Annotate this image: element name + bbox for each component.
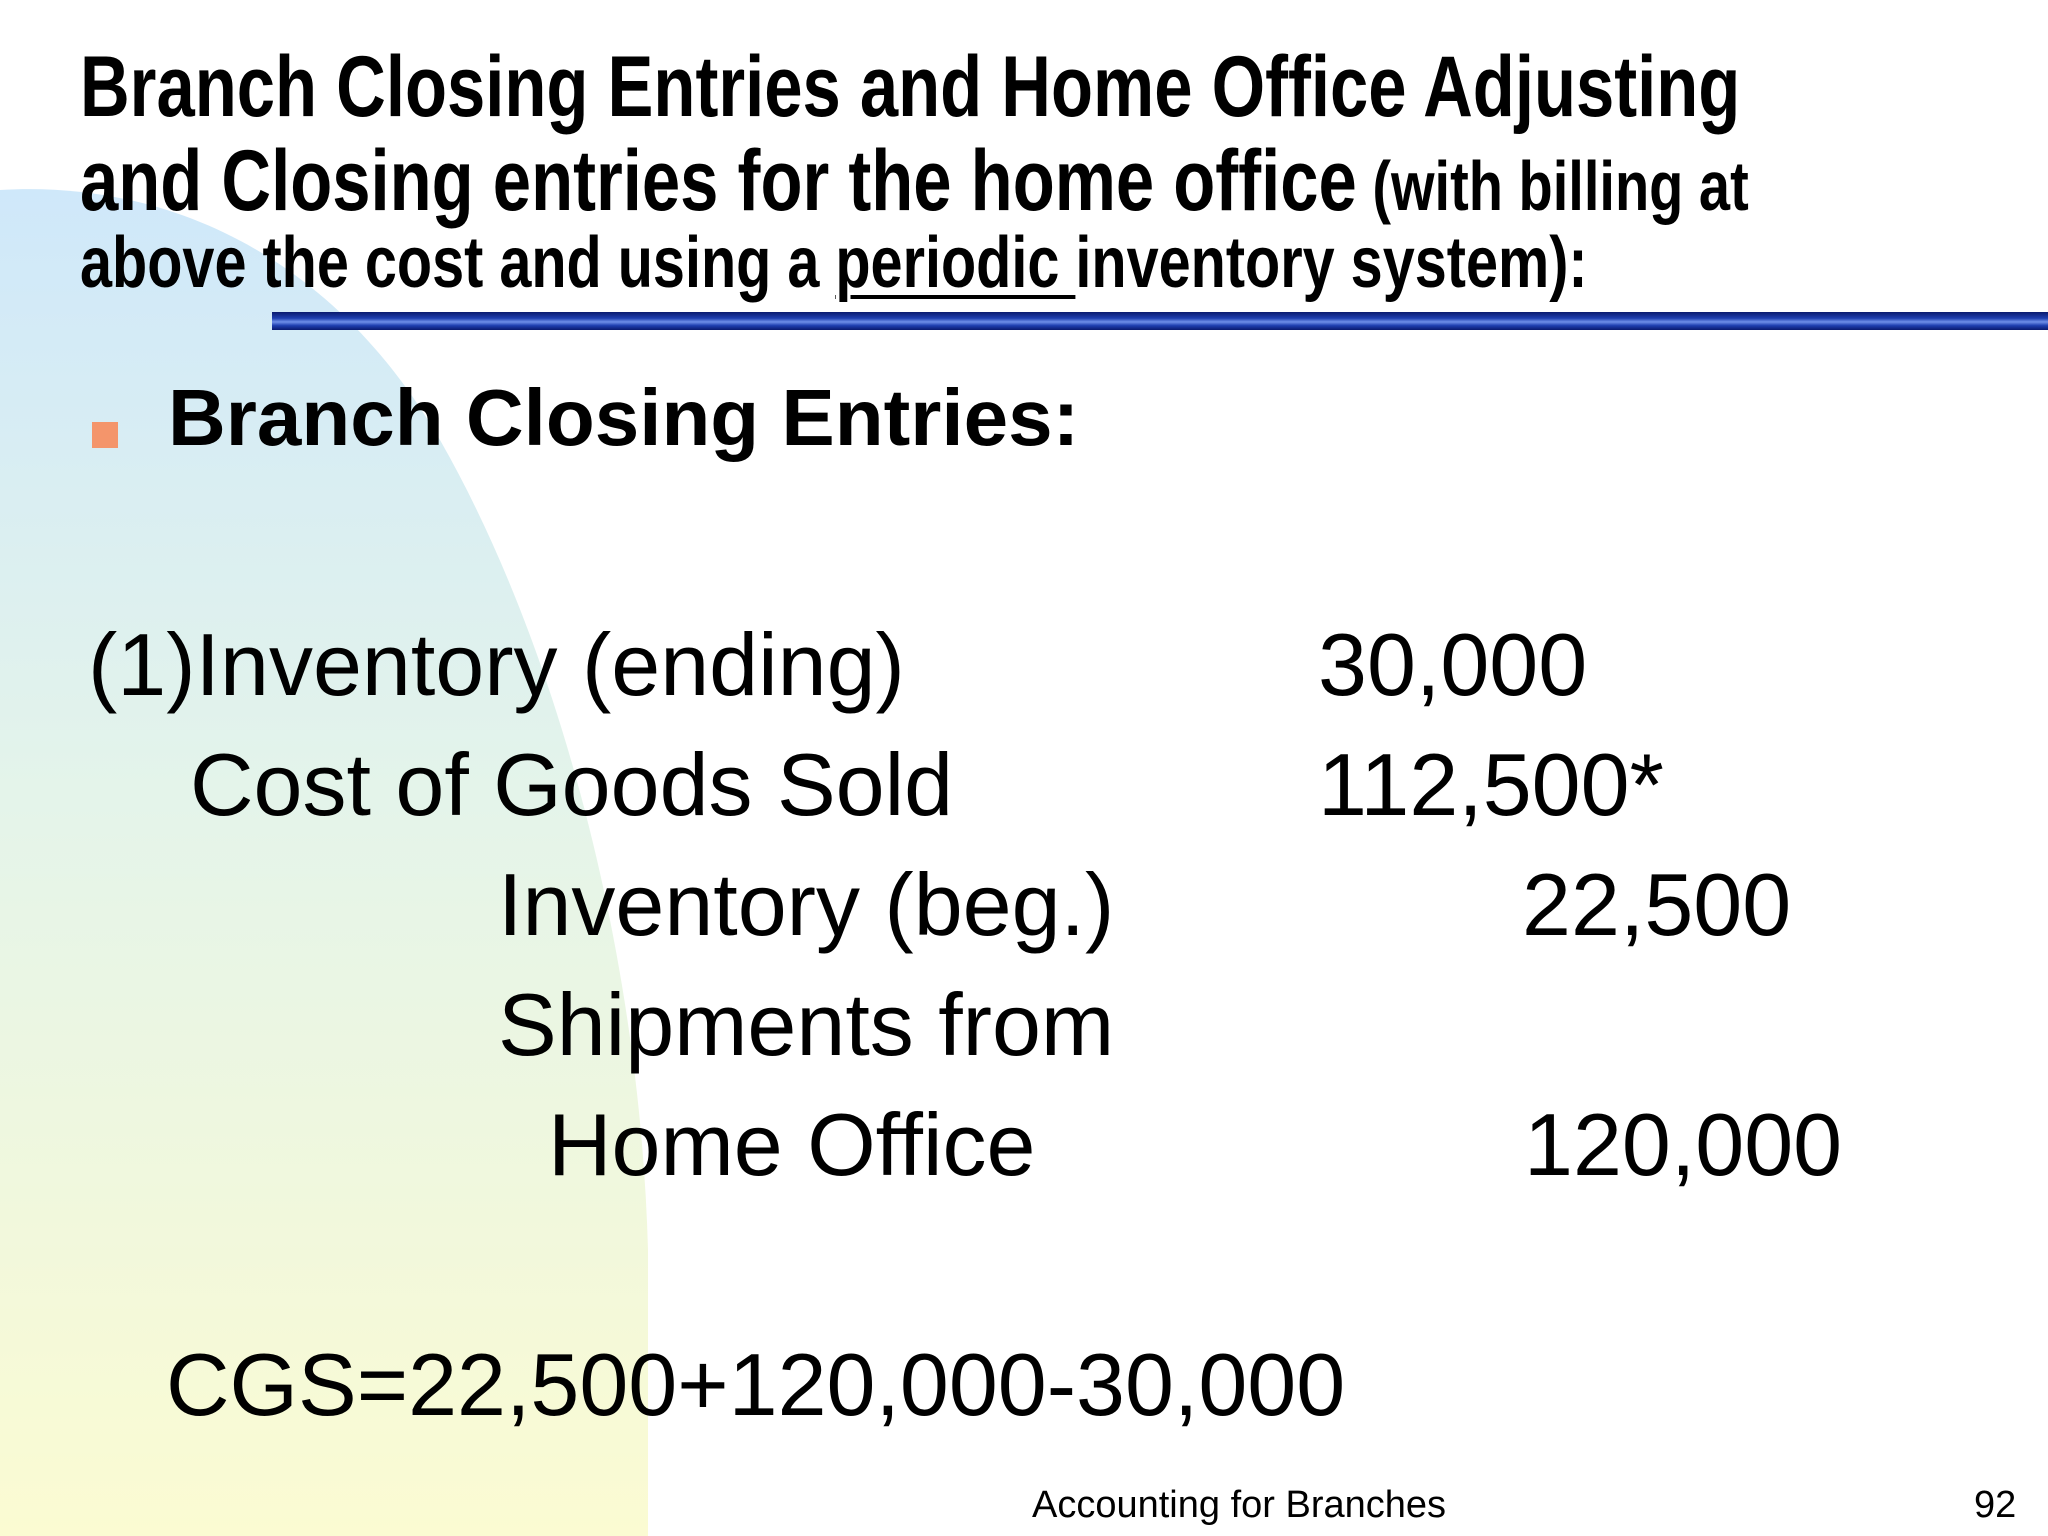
entry-row2-label: Cost of Goods Sold <box>190 735 954 834</box>
title-underlined-word: periodic <box>835 223 1076 303</box>
footer-text: Accounting for Branches <box>1032 1484 1447 1526</box>
slide-title-line-3 <box>80 222 1588 304</box>
entry-row3-amount: 22,500 <box>1522 855 1792 954</box>
entry-row3-label: Inventory (beg.) <box>498 855 1115 954</box>
entry-row5-label: Home Office <box>548 1095 1036 1194</box>
bullet-square-icon <box>92 422 118 448</box>
title-line-2-main: and Closing entries for the home office <box>80 133 1357 229</box>
entry-row1-amount: 30,000 <box>1318 615 1588 714</box>
cgs-formula-note: CGS=22,500+120,000-30,000 <box>166 1335 1346 1434</box>
section-heading: Branch Closing Entries: <box>168 373 1080 462</box>
entry-row4-label: Shipments from <box>498 975 1115 1074</box>
entry-row1-label: (1)Inventory (ending) <box>88 615 905 714</box>
title-divider-rule <box>272 312 2048 330</box>
slide-title-line-2 <box>80 132 1749 231</box>
entry-row5-amount: 120,000 <box>1524 1095 1843 1194</box>
slide-title-line-1: Branch Closing Entries and Home Office Adjusting <box>80 39 1741 135</box>
title-line-2-small: (with billing at <box>1356 147 1749 225</box>
title-line-3-before: above the cost and using a <box>80 223 836 303</box>
page-number: 92 <box>1974 1484 2017 1526</box>
entry-row2-amount: 112,500* <box>1318 735 1664 834</box>
title-line-3-after: inventory system): <box>1075 223 1588 303</box>
